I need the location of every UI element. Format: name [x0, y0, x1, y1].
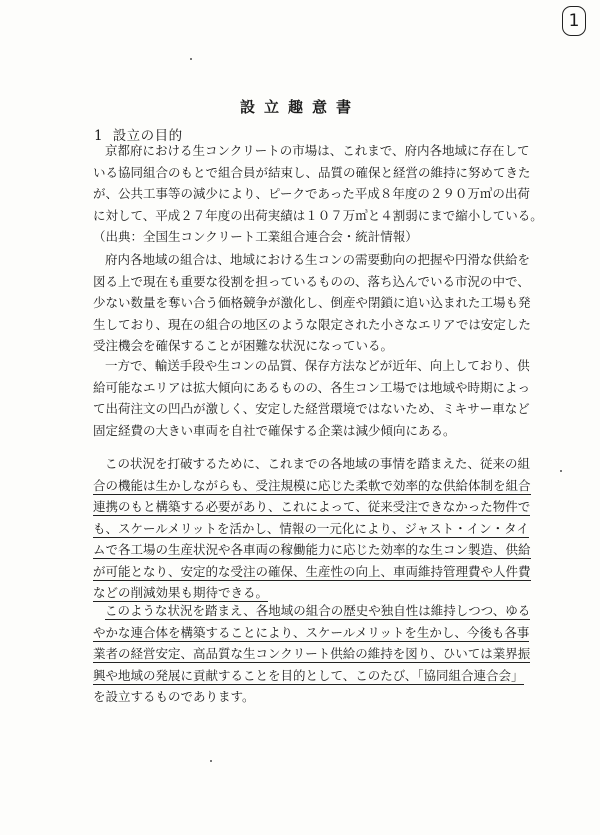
paragraph-4 [93, 453, 533, 604]
underlined-text: 合の機能は生かしながらも、受注規模に応じた柔軟で効率的な供給体制を組合 [93, 477, 531, 493]
document-title: 設立趣意書 [239, 98, 360, 116]
paragraph-line-underlined [93, 518, 533, 540]
underlined-text: 連携のもと構築する必要があり、これによって、従来受注できなかった物件で [93, 499, 531, 514]
scan-speck [190, 58, 192, 60]
underlined-text: やかな連合体を構築することにより、スケールメリットを生かし、今後も各事 [93, 624, 530, 640]
paragraph-line-underlined [93, 622, 533, 644]
underlined-text: が可能となり、安定的な受注の確保、生産性の向上、車両維持管理費や人件費 [93, 563, 531, 579]
paragraph-3 [93, 355, 533, 441]
section-heading-text: 設立の目的 [112, 128, 183, 144]
paragraph-line-underlined [93, 496, 533, 518]
page-number-mark: 1 [562, 6, 586, 36]
underlined-text: も、スケールメリットを活かし、情報の一元化により、ジャスト・イン・タイ [93, 520, 529, 536]
paragraph-line: て出荷注文の凹凸が激しく、安定した経営環境ではないため、ミキサー車など [93, 401, 530, 416]
underlined-text: などの削減効果も期待できる。 [93, 585, 269, 600]
paragraph-line: 給可能なエリアは拡大傾向にあるものの、各生コン工場では地域や時期によっ [93, 379, 531, 395]
paragraph-line: を設立するものであります。 [93, 689, 255, 704]
paragraph-line: この状況を打破するために、これまでの各地域の事情を踏まえた、従来の組 [105, 456, 531, 471]
paragraph-line-underlined [93, 539, 533, 561]
paragraph-line-underlined [93, 600, 533, 622]
paragraph-line: 京都府における生コンクリートの市場は、これまで、府内各地域に存在して [105, 143, 530, 158]
underlined-text: 業者の経営安定、高品質な生コンクリート供給の維持を図り、ひいては業界振 [93, 646, 531, 661]
underlined-text: このような状況を踏まえ、各地域の組合の歴史や独自性は維持しつつ、ゆる [105, 603, 531, 618]
paragraph-5 [93, 600, 533, 708]
paragraph-line: 受注機会を確保することが困難な状況になっている。 [93, 338, 394, 353]
underlined-text: ムで各工場の生産状況や各車両の稼働能力に応じた効率的な生コン製造、供給 [93, 542, 531, 557]
scan-speck [210, 760, 212, 762]
paragraph-line-underlined [93, 561, 533, 583]
paragraph-line-underlined [93, 665, 533, 687]
paragraph-line: いる協同組合のもとで組合員が結束し、品質の確保と経営の維持に努めてきた [93, 164, 531, 180]
section-number: 1 [94, 128, 104, 144]
scan-speck [560, 470, 562, 472]
paragraph-line: 少ない数量を奪い合う価格競争が激化し、倒産や閉鎖に追い込まれた工場も発 [93, 295, 531, 310]
paragraph-line: に対して、平成２７年度の出荷実績は１０７万㎥と４割弱にまで縮小している。 [93, 207, 543, 223]
paragraph-line: が、公共工事等の減少により、ピークであった平成８年度の２９０万㎥の出荷 [93, 186, 530, 201]
paragraph-line: 一方で、輸送手段や生コンの品質、保存方法などが近年、向上しており、供 [105, 358, 530, 373]
paragraph-line: 府内各地域の組合は、地域における生コンの需要動向の把握や円滑な供給を [105, 252, 531, 267]
paragraph-line-underlined [93, 475, 533, 497]
paragraph-line: （出典：全国生コンクリート工業組合連合会・統計情報） [93, 229, 418, 244]
paragraph-line-underlined [93, 643, 533, 665]
paragraph-2 [93, 249, 533, 357]
paragraph-1 [93, 140, 543, 248]
underlined-text: 興や地域の発展に貢献することを目的として、このたび、「協同組合連合会」 [93, 667, 524, 683]
paragraph-line: 固定経費の大きい車両を自社で確保する企業は減少傾向にある。 [93, 422, 456, 438]
paragraph-line: 図る上で現在も重要な役割を担っているものの、落ち込んでいる市況の中で、 [93, 273, 530, 289]
paragraph-line: 生しており、現在の組合の地区のような限定された小さなエリアでは安定した [93, 316, 531, 332]
